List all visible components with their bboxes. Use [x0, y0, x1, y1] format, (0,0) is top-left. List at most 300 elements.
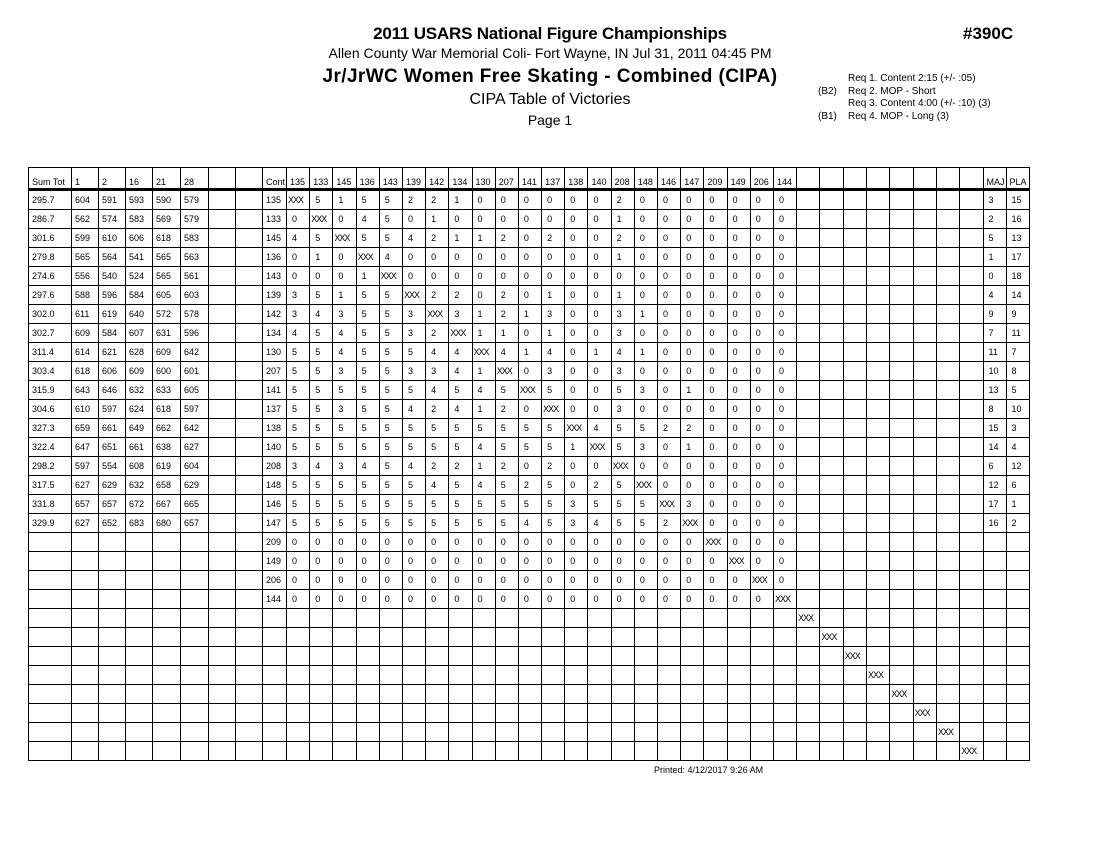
blank-cell: [542, 723, 565, 742]
column-header-competitor: 139: [402, 168, 425, 190]
blank-cell: [263, 628, 287, 647]
blank-cell: [797, 571, 820, 590]
victory-cell: 5: [379, 514, 402, 533]
victory-cell: 5: [356, 476, 379, 495]
self-comparison-cell: XXX: [681, 514, 704, 533]
victory-cell: 3: [449, 305, 472, 324]
victory-cell: 5: [333, 438, 356, 457]
victory-cell: 0: [472, 210, 495, 229]
placement-cell: 6: [1006, 476, 1029, 495]
blank-cell: [913, 343, 936, 362]
victory-cell: 0: [634, 571, 657, 590]
column-header-competitor: 147: [681, 168, 704, 190]
victory-cell: 5: [333, 419, 356, 438]
blank-cell: [236, 457, 263, 476]
majority-cell: 7: [983, 324, 1006, 343]
victory-cell: 0: [658, 190, 681, 210]
blank-cell: [960, 362, 983, 381]
requirement-item: [818, 111, 991, 124]
blank-cell: [379, 666, 402, 685]
victory-cell: 0: [565, 343, 588, 362]
report-subtitle: CIPA Table of Victories: [469, 91, 631, 108]
judge-score-cell: 642: [181, 343, 209, 362]
judge-score-cell: 562: [72, 210, 99, 229]
blank-cell: [72, 628, 99, 647]
table-row: [29, 343, 1030, 362]
blank-cell: [518, 666, 541, 685]
victory-cell: 0: [565, 286, 588, 305]
victory-cell: 0: [773, 514, 796, 533]
placement-cell: 18: [1006, 267, 1029, 286]
judge-score-cell: [153, 552, 181, 571]
judge-score-cell: 618: [72, 362, 99, 381]
judge-score-cell: 619: [153, 457, 181, 476]
sum-total-cell: 286.7: [29, 210, 72, 229]
contestant-cell: 133: [263, 210, 287, 229]
judge-score-cell: 610: [72, 400, 99, 419]
victory-cell: 4: [518, 514, 541, 533]
victory-cell: 4: [402, 457, 425, 476]
victory-cell: 1: [681, 381, 704, 400]
victory-cell: 3: [565, 495, 588, 514]
blank-cell: [263, 666, 287, 685]
victory-cell: 2: [542, 229, 565, 248]
victory-cell: 4: [402, 400, 425, 419]
majority-cell: 8: [983, 400, 1006, 419]
victory-cell: 0: [472, 267, 495, 286]
blank-cell: [704, 685, 727, 704]
victory-cell: 5: [356, 438, 379, 457]
contestant-cell: 130: [263, 343, 287, 362]
victory-cell: 0: [588, 552, 611, 571]
victory-cell: 3: [634, 381, 657, 400]
blank-cell: [820, 400, 843, 419]
blank-cell: [153, 685, 181, 704]
blank-cell: [426, 742, 449, 761]
blank-cell: [913, 381, 936, 400]
victory-cell: 1: [333, 286, 356, 305]
placement-cell: 10: [1006, 400, 1029, 419]
blank-cell: [867, 438, 890, 457]
victory-cell: 0: [634, 324, 657, 343]
table-row-empty: [29, 666, 1030, 685]
victory-cell: 5: [402, 514, 425, 533]
victory-cell: 0: [472, 590, 495, 609]
victory-cell: 0: [287, 571, 310, 590]
victory-cell: 0: [750, 438, 773, 457]
judge-score-cell: 627: [181, 438, 209, 457]
victory-cell: 0: [750, 419, 773, 438]
blank-cell: [236, 362, 263, 381]
column-header-blank: [820, 168, 843, 190]
blank-cell: [960, 190, 983, 210]
victory-cell: 0: [704, 248, 727, 267]
placement-cell: [1006, 533, 1029, 552]
blank-cell: [236, 742, 263, 761]
victory-cell: 0: [773, 495, 796, 514]
victory-cell: 0: [588, 210, 611, 229]
blank-cell: [236, 267, 263, 286]
blank-cell: [960, 685, 983, 704]
championship-title: 2011 USARS National Figure Championships: [373, 24, 727, 43]
contestant-cell: 146: [263, 495, 287, 514]
requirement-text: Req 2. MOP - Short: [848, 85, 936, 97]
victory-cell: 1: [356, 267, 379, 286]
victory-cell: 0: [750, 533, 773, 552]
sum-total-cell: 298.2: [29, 457, 72, 476]
sum-total-cell: 274.6: [29, 267, 72, 286]
blank-cell: [658, 647, 681, 666]
contestant-cell: 145: [263, 229, 287, 248]
judge-score-cell: 629: [99, 476, 126, 495]
victory-cell: 4: [542, 343, 565, 362]
victory-cell: 5: [379, 476, 402, 495]
blank-cell: [209, 723, 236, 742]
victory-cell: 4: [333, 324, 356, 343]
contestant-cell: 140: [263, 438, 287, 457]
victory-cell: 4: [310, 305, 333, 324]
blank-cell: [518, 609, 541, 628]
blank-cell: [936, 533, 959, 552]
placement-cell: 12: [1006, 457, 1029, 476]
blank-cell: [153, 609, 181, 628]
blank-cell: [797, 666, 820, 685]
column-header-blank: [867, 168, 890, 190]
blank-cell: [209, 286, 236, 305]
column-header-competitor: 136: [356, 168, 379, 190]
column-header: 16: [126, 168, 153, 190]
victory-cell: 5: [495, 495, 518, 514]
victory-cell: 5: [518, 495, 541, 514]
blank-cell: [727, 666, 750, 685]
blank-cell: [153, 742, 181, 761]
blank-cell: [287, 685, 310, 704]
victory-cell: 0: [727, 533, 750, 552]
blank-cell: [611, 666, 634, 685]
blank-cell: [797, 514, 820, 533]
blank-cell: [936, 495, 959, 514]
column-header-competitor: 140: [588, 168, 611, 190]
requirement-tag: (B1): [818, 110, 837, 122]
blank-cell: [209, 704, 236, 723]
blank-cell: [890, 590, 913, 609]
victory-cell: 4: [611, 343, 634, 362]
judge-score-cell: 584: [126, 286, 153, 305]
victory-cell: 5: [287, 438, 310, 457]
victory-cell: 0: [518, 571, 541, 590]
blank-cell: [936, 419, 959, 438]
victory-cell: 1: [634, 343, 657, 362]
judge-score-cell: [72, 552, 99, 571]
blank-cell: [449, 723, 472, 742]
judge-score-cell: 619: [99, 305, 126, 324]
column-header-competitor: 143: [379, 168, 402, 190]
victory-cell: 0: [773, 381, 796, 400]
contestant-cell: 134: [263, 324, 287, 343]
blank-cell: [681, 742, 704, 761]
blank-cell: [843, 210, 866, 229]
victory-cell: 5: [611, 419, 634, 438]
victory-cell: 0: [588, 267, 611, 286]
blank-cell: [913, 248, 936, 267]
victory-cell: 5: [495, 476, 518, 495]
victory-cell: 0: [704, 514, 727, 533]
blank-cell: [913, 286, 936, 305]
table-row: [29, 400, 1030, 419]
self-comparison-cell: XXX: [820, 628, 843, 647]
placement-cell: 16: [1006, 210, 1029, 229]
victory-cell: 0: [287, 248, 310, 267]
victory-cell: 0: [704, 343, 727, 362]
blank-cell: [843, 666, 866, 685]
blank-cell: [236, 552, 263, 571]
self-comparison-cell: XXX: [495, 362, 518, 381]
blank-cell: [181, 704, 209, 723]
blank-cell: [126, 628, 153, 647]
victory-cell: 0: [634, 590, 657, 609]
blank-cell: [773, 685, 796, 704]
blank-cell: [913, 457, 936, 476]
blank-cell: [611, 704, 634, 723]
blank-cell: [820, 723, 843, 742]
victory-cell: 0: [658, 362, 681, 381]
blank-cell: [634, 647, 657, 666]
victory-cell: 3: [542, 362, 565, 381]
judge-score-cell: 611: [72, 305, 99, 324]
victory-cell: 1: [449, 190, 472, 210]
blank-cell: [681, 723, 704, 742]
blank-cell: [181, 666, 209, 685]
victory-cell: 0: [588, 362, 611, 381]
blank-cell: [518, 628, 541, 647]
blank-cell: [867, 590, 890, 609]
victory-cell: 0: [287, 533, 310, 552]
blank-cell: [236, 400, 263, 419]
victory-cell: 2: [542, 457, 565, 476]
blank-cell: [843, 381, 866, 400]
victory-cell: 0: [611, 571, 634, 590]
blank-cell: [890, 419, 913, 438]
blank-cell: [890, 400, 913, 419]
blank-cell: [681, 609, 704, 628]
victory-cell: 0: [356, 552, 379, 571]
victory-cell: 2: [449, 457, 472, 476]
victory-cell: 0: [773, 267, 796, 286]
blank-cell: [588, 704, 611, 723]
victory-cell: 0: [565, 571, 588, 590]
blank-cell: [936, 609, 959, 628]
blank-cell: [867, 229, 890, 248]
blank-cell: [867, 571, 890, 590]
judge-score-cell: 647: [72, 438, 99, 457]
victory-cell: 0: [426, 571, 449, 590]
victory-cell: 4: [495, 343, 518, 362]
victory-cell: 0: [658, 248, 681, 267]
victory-cell: 0: [750, 590, 773, 609]
blank-cell: [588, 628, 611, 647]
victory-cell: 0: [588, 248, 611, 267]
victory-cell: 3: [333, 305, 356, 324]
victory-cell: 0: [379, 571, 402, 590]
victory-cell: 0: [681, 305, 704, 324]
victory-cell: 0: [704, 210, 727, 229]
blank-cell: [209, 666, 236, 685]
victory-cell: 0: [310, 533, 333, 552]
blank-cell: [126, 742, 153, 761]
column-header: [236, 168, 263, 190]
victory-cell: 5: [379, 305, 402, 324]
victory-cell: 0: [750, 267, 773, 286]
requirement-tag: (B2): [818, 85, 837, 97]
victory-cell: 0: [727, 267, 750, 286]
table-row: [29, 419, 1030, 438]
victory-cell: 5: [379, 400, 402, 419]
victory-cell: 5: [379, 362, 402, 381]
placement-cell: [1006, 571, 1029, 590]
column-header-cont: Cont: [263, 168, 287, 190]
sum-total-cell: [29, 590, 72, 609]
blank-cell: [936, 742, 959, 761]
column-header-competitor: 138: [565, 168, 588, 190]
blank-cell: [263, 685, 287, 704]
victory-cell: 0: [495, 590, 518, 609]
table-row-empty: [29, 685, 1030, 704]
victory-cell: 0: [379, 533, 402, 552]
majority-cell: [983, 590, 1006, 609]
blank-cell: [843, 590, 866, 609]
blank-cell: [797, 457, 820, 476]
judge-score-cell: 597: [99, 400, 126, 419]
judge-score-cell: 597: [181, 400, 209, 419]
table-row: [29, 324, 1030, 343]
blank-cell: [99, 742, 126, 761]
blank-cell: [936, 381, 959, 400]
blank-cell: [890, 324, 913, 343]
blank-cell: [209, 305, 236, 324]
victory-cell: 0: [449, 267, 472, 286]
victory-cell: 0: [588, 324, 611, 343]
blank-cell: [960, 248, 983, 267]
blank-cell: [72, 666, 99, 685]
judge-score-cell: 563: [181, 248, 209, 267]
blank-cell: [843, 362, 866, 381]
victory-cell: 0: [658, 305, 681, 324]
victory-cell: 5: [356, 400, 379, 419]
self-comparison-cell: XXX: [773, 590, 796, 609]
blank-cell: [72, 685, 99, 704]
majority-cell: 14: [983, 438, 1006, 457]
victory-cell: 0: [333, 590, 356, 609]
blank-cell: [29, 723, 72, 742]
blank-cell: [797, 305, 820, 324]
judge-score-cell: 631: [153, 324, 181, 343]
blank-cell: [287, 628, 310, 647]
blank-cell: [611, 742, 634, 761]
victory-cell: 0: [634, 552, 657, 571]
blank-cell: [542, 704, 565, 723]
blank-cell: [797, 419, 820, 438]
blank-cell: [542, 742, 565, 761]
column-header: 21: [153, 168, 181, 190]
blank-cell: [867, 628, 890, 647]
victory-cell: 0: [773, 419, 796, 438]
victory-cell: 3: [287, 457, 310, 476]
blank-cell: [449, 685, 472, 704]
blank-cell: [310, 647, 333, 666]
blank-cell: [704, 666, 727, 685]
blank-cell: [843, 267, 866, 286]
blank-cell: [983, 704, 1006, 723]
blank-cell: [797, 400, 820, 419]
victory-cell: 0: [658, 210, 681, 229]
majority-cell: 15: [983, 419, 1006, 438]
requirement-text: Req 4. MOP - Long (3): [848, 110, 949, 122]
victory-cell: 0: [658, 476, 681, 495]
victory-cell: 5: [356, 305, 379, 324]
sum-total-cell: [29, 533, 72, 552]
blank-cell: [843, 476, 866, 495]
table-row-empty: [29, 742, 1030, 761]
blank-cell: [209, 552, 236, 571]
victory-cell: 5: [333, 381, 356, 400]
victory-cell: 0: [704, 381, 727, 400]
victory-cell: 0: [773, 210, 796, 229]
column-header-competitor: 148: [634, 168, 657, 190]
column-header: 1: [72, 168, 99, 190]
victory-cell: 0: [727, 495, 750, 514]
judge-score-cell: 627: [72, 476, 99, 495]
table-row: [29, 476, 1030, 495]
victory-cell: 0: [565, 324, 588, 343]
blank-cell: [867, 495, 890, 514]
blank-cell: [797, 723, 820, 742]
victory-cell: 5: [287, 514, 310, 533]
self-comparison-cell: XXX: [890, 685, 913, 704]
self-comparison-cell: XXX: [379, 267, 402, 286]
majority-cell: 0: [983, 267, 1006, 286]
victory-cell: 0: [449, 571, 472, 590]
blank-cell: [820, 685, 843, 704]
blank-cell: [913, 495, 936, 514]
blank-cell: [542, 628, 565, 647]
blank-cell: [936, 267, 959, 286]
victory-cell: 0: [750, 495, 773, 514]
blank-cell: [611, 685, 634, 704]
placement-cell: 7: [1006, 343, 1029, 362]
victory-cell: 0: [773, 248, 796, 267]
victory-cell: 5: [379, 343, 402, 362]
blank-cell: [960, 229, 983, 248]
blank-cell: [658, 704, 681, 723]
victory-cell: 0: [402, 267, 425, 286]
contestant-cell: 142: [263, 305, 287, 324]
self-comparison-cell: XXX: [750, 571, 773, 590]
blank-cell: [588, 685, 611, 704]
blank-cell: [960, 267, 983, 286]
blank-cell: [936, 685, 959, 704]
blank-cell: [890, 666, 913, 685]
blank-cell: [99, 723, 126, 742]
table-header-row: [29, 168, 1030, 190]
blank-cell: [236, 628, 263, 647]
victory-cell: 5: [472, 419, 495, 438]
victory-cell: 0: [773, 229, 796, 248]
blank-cell: [402, 628, 425, 647]
judge-score-cell: 658: [153, 476, 181, 495]
blank-cell: [518, 723, 541, 742]
blank-cell: [565, 666, 588, 685]
victory-cell: 0: [472, 286, 495, 305]
